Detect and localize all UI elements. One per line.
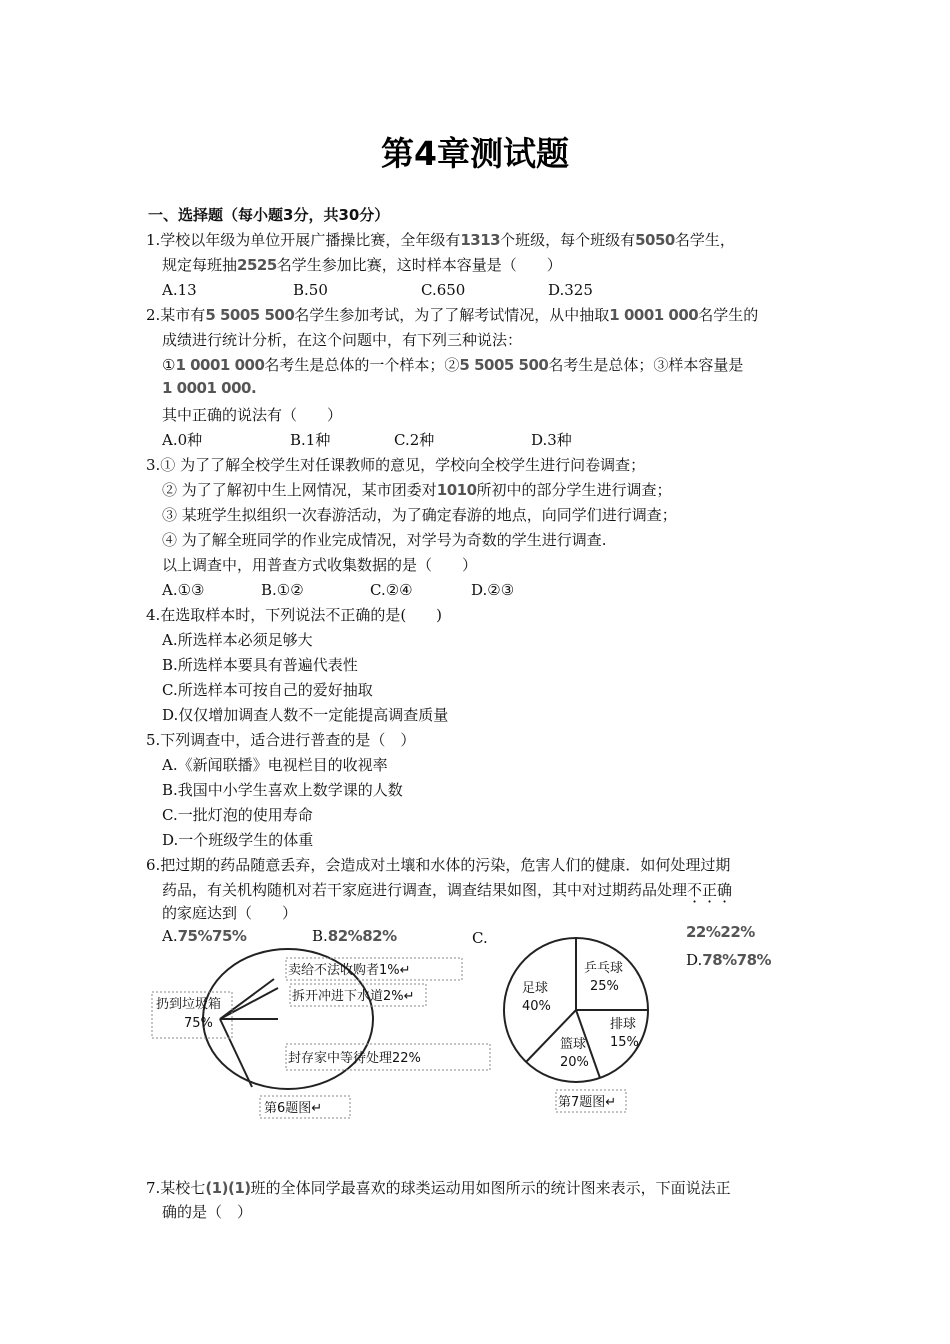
q1-line1: 1.学校以年级为单位开展广播操比赛，全年级有1313个班级，每个班级有5050名学生， (146, 231, 735, 249)
q6-option-a[interactable]: A.75%75% (162, 927, 247, 945)
q7-line1: 7.某校七(1)(1)班的全体同学最喜欢的球类运动用如图所示的统计图来表示，下面说法正 (146, 1179, 731, 1197)
q4-stem: 4.在选取样本时，下列说法不正确的是( ) (146, 606, 443, 624)
q6-line3: 的家庭达到（ ） (162, 904, 298, 922)
fig6-label-main-pct: 75% (184, 1016, 213, 1031)
page-title: 第4章测试题 (381, 134, 569, 173)
q1-option-c[interactable]: C.650 (421, 281, 466, 299)
fig6-label-sell: 卖给不法收购者1%↵ (288, 963, 411, 978)
q2-line5: 其中正确的说法有（ ） (162, 406, 343, 424)
figure-7-pie-chart (500, 930, 680, 1116)
fig6-label-store: 封存家中等待处理22% (288, 1051, 421, 1066)
fig7-label-pingpong-pct: 25% (590, 979, 619, 994)
q3-option-b[interactable]: B.①② (261, 581, 304, 599)
figure-6-pie-chart (140, 944, 496, 1124)
q6-line2: 药品，有关机构随机对若干家庭进行调查，调查结果如图，其中对过期药品处理不正确 (162, 881, 733, 899)
q2-line3: ①1 0001 000名考生是总体的一个样本；②5 5005 500名考生是总体；③样本容量是 (162, 356, 744, 374)
fig6-label-main: 扔到垃圾箱 (156, 997, 222, 1012)
fig7-caption: 第7题图↵ (558, 1095, 617, 1110)
q4-option-c[interactable]: C.所选样本可按自己的爱好抽取 (162, 681, 373, 699)
q4-option-a[interactable]: A.所选样本必须足够大 (162, 631, 313, 649)
fig6-pie-line-2 (220, 979, 274, 1019)
q2-line1: 2.某市有5 5005 500名学生参加考试，为了了解考试情况，从中抽取1 0001 000名学生的 (146, 306, 759, 324)
q2-line4: 1 0001 000. (162, 379, 257, 397)
q3-option-a[interactable]: A.①③ (162, 581, 205, 599)
fig7-label-football-pct: 40% (522, 999, 551, 1014)
q7-line2: 确的是（ ） (162, 1203, 253, 1221)
q6-option-d[interactable]: D.78%78% (686, 951, 772, 969)
q2-option-a[interactable]: A.0种 (162, 431, 203, 449)
q1-option-b[interactable]: B.50 (293, 281, 328, 299)
q1-option-d[interactable]: D.325 (548, 281, 593, 299)
fig6-pie-line-4 (220, 1019, 252, 1087)
q4-option-b[interactable]: B.所选样本要具有普遍代表性 (162, 656, 358, 674)
section-header: 一、选择题（每小题3分，共30分） (148, 206, 390, 224)
fig7-label-pingpong: 乒乓球 (584, 961, 624, 976)
q3-line3: ③ 某班学生拟组织一次春游活动，为了确定春游的地点，向同学们进行调查； (162, 506, 677, 524)
q6-option-b[interactable]: B.82%82% (312, 927, 397, 945)
q4-option-d[interactable]: D.仅仅增加调查人数不一定能提高调查质量 (162, 706, 449, 724)
q3-line4: ④ 为了解全班同学的作业完成情况，对学号为奇数的学生进行调查. (162, 531, 607, 549)
q1-option-a[interactable]: A.13 (162, 281, 197, 299)
fig6-pie-line-3 (220, 988, 278, 1019)
fig7-label-basketball: 篮球 (560, 1037, 587, 1052)
fig7-label-football: 足球 (522, 981, 549, 996)
q3-line2: ② 为了了解初中生上网情况，某市团委对1010所初中的部分学生进行调查； (162, 481, 672, 499)
q5-stem: 5.下列调查中，适合进行普查的是（ ） (146, 731, 416, 749)
q3-option-c[interactable]: C.②④ (370, 581, 413, 599)
fig7-label-basketball-pct: 20% (560, 1055, 589, 1070)
q1-line2: 规定每班抽2525名学生参加比赛，这时样本容量是（ ） (162, 256, 562, 274)
q2-option-c[interactable]: C.2种 (394, 431, 435, 449)
q6-option-c-value: 22%22% (686, 923, 755, 941)
q2-option-b[interactable]: B.1种 (290, 431, 331, 449)
q6-option-c[interactable]: C. (472, 929, 488, 947)
q3-line5: 以上调查中，用普查方式收集数据的是（ ） (162, 556, 478, 574)
fig7-label-volleyball-pct: 15% (610, 1035, 639, 1050)
fig6-caption: 第6题图↵ (264, 1101, 323, 1116)
q3-option-d[interactable]: D.②③ (471, 581, 515, 599)
q5-option-c[interactable]: C.一批灯泡的使用寿命 (162, 806, 313, 824)
q6-line1: 6.把过期的药品随意丢弃，会造成对土壤和水体的污染，危害人们的健康．如何处理过期 (146, 856, 731, 874)
q5-option-d[interactable]: D.一个班级学生的体重 (162, 831, 314, 849)
q3-line1: 3.① 为了了解全校学生对任课教师的意见，学校向全校学生进行问卷调查； (146, 456, 646, 474)
q5-option-b[interactable]: B.我国中小学生喜欢上数学课的人数 (162, 781, 403, 799)
fig7-label-volleyball: 排球 (610, 1017, 637, 1032)
q2-option-d[interactable]: D.3种 (531, 431, 572, 449)
q5-option-a[interactable]: A.《新闻联播》电视栏目的收视率 (162, 756, 388, 774)
q2-line2: 成绩进行统计分析，在这个问题中，有下列三种说法： (162, 331, 523, 349)
fig6-label-drain: 拆开冲进下水道2%↵ (292, 989, 415, 1004)
